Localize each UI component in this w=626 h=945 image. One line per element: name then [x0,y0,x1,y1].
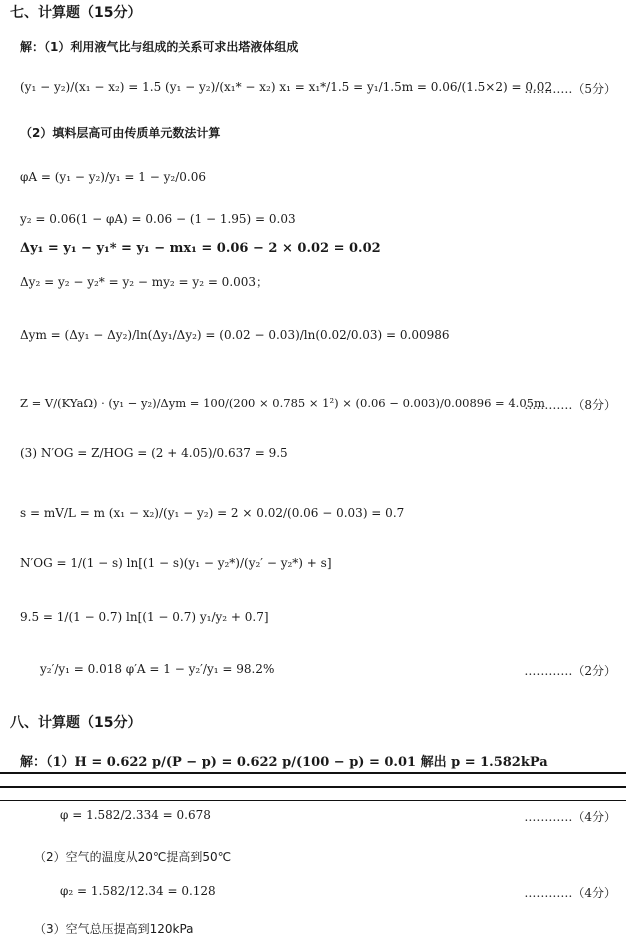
score-2: …………（2分） [524,664,616,678]
score-4-second: …………（4分） [524,886,616,900]
outlet-y2-equation: y₂ = 0.06(1 − φA) = 0.06 − (1 − 1.95) = 0.03 [20,212,296,226]
transfer-units-equation: (3) N′OG = Z/HOG = (2 + 4.05)/0.637 = 9.5 [20,446,288,460]
liquid-gas-ratio-equation: (y₁ − y₂)/(x₁ − x₂) = 1.5 (y₁ − y₂)/(x₁* − x₂) x₁ = x₁*/1.5 = y₁/1.5m = 0.06/(1.5×2) = 0.02 [20,80,553,94]
score-4-first: …………（4分） [524,810,616,824]
section-8-step-2: （2）空气的温度从20℃提高到50℃ [34,850,232,864]
section-7-step-2: （2）填料层高可由传质单元数法计算 [20,126,221,140]
delta-y2-equation: Δy₂ = y₂ − y₂* = y₂ − my₂ = y₂ = 0.003； [20,275,269,289]
relative-humidity-50c-equation: φ₂ = 1.582/12.34 = 0.128 [60,884,216,898]
section-7-step-1: 解：（1）利用液气比与组成的关系可求出塔液体组成 [20,40,299,54]
score-8: …………（8分） [524,398,616,412]
section-8-title: 八、计算题（15分） [10,715,142,731]
humidity-equation: 解：（1）H = 0.622 p/(P − p) = 0.622 p/(100 − p) = 0.01 解出 p = 1.582kPa [20,755,548,770]
divider-line-bottom [0,800,626,801]
section-7-title: 七、计算题（15分） [10,5,142,21]
divider-line-middle [0,786,626,788]
recovery-rate-equation: φA = (y₁ − y₂)/y₁ = 1 − y₂/0.06 [20,170,206,184]
log-mean-delta-y-equation: Δym = (Δy₁ − Δy₂)/ln(Δy₁/Δy₂) = (0.02 − 0.03)/ln(0.02/0.03) = 0.00986 [20,328,450,342]
packing-height-equation: Z = V/(KYaΩ) · (y₁ − y₂)/Δym = 100/(200 × 0.785 × 1²) × (0.06 − 0.003)/0.00896 = 4.05m [20,396,545,410]
absorption-factor-equation: s = mV/L = m (x₁ − x₂)/(y₁ − y₂) = 2 × 0.02/(0.06 − 0.03) = 0.7 [20,506,405,520]
new-recovery-equation: y₂′/y₁ = 0.018 φ′A = 1 − y₂′/y₁ = 98.2% [40,662,275,676]
relative-humidity-equation: φ = 1.582/2.334 = 0.678 [60,808,211,822]
score-5: …………（5分） [524,82,616,96]
divider-line-top [0,772,626,774]
nog-formula-equation: N′OG = 1/(1 − s) ln[(1 − s)(y₁ − y₂*)/(y₂′ − y₂*) + s] [20,556,332,570]
section-8-step-3: （3）空气总压提高到120kPa [34,922,194,936]
nog-substitution-equation: 9.5 = 1/(1 − 0.7) ln[(1 − 0.7) y₁/y₂ + 0.7] [20,610,269,624]
delta-y1-equation: Δy₁ = y₁ − y₁* = y₁ − mx₁ = 0.06 − 2 × 0.02 = 0.02 [20,241,381,256]
